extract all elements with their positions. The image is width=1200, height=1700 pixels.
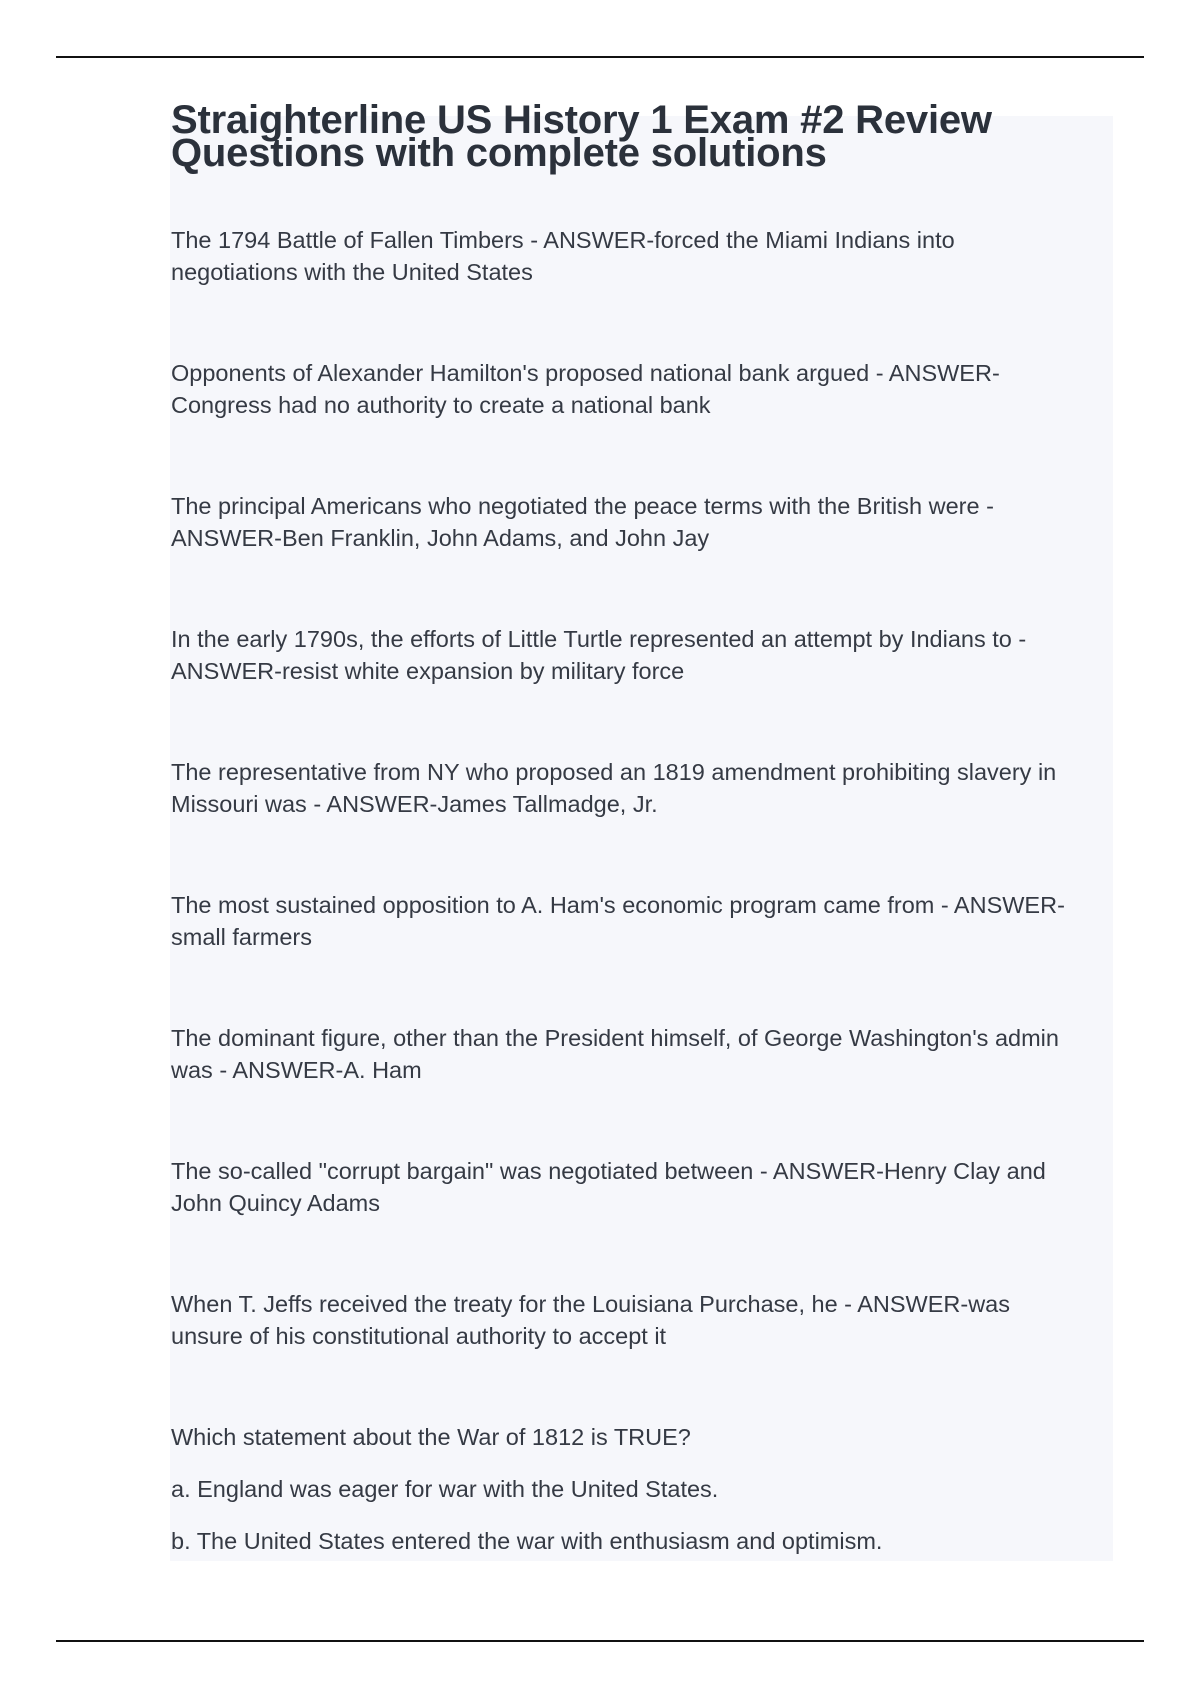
bottom-rule [56, 1640, 1144, 1642]
title-line-2: Questions with complete solutions [171, 131, 827, 175]
document-title [171, 98, 1131, 175]
qa-item-line: John Quincy Adams [171, 1190, 380, 1216]
qa-item-4 [171, 623, 1116, 756]
qa-item-2 [171, 357, 1116, 490]
question-text: Which statement about the War of 1812 is TRUE? [171, 1424, 691, 1450]
qa-item-line: The principal Americans who negotiated the peace terms with the British were - [171, 493, 994, 519]
qa-item-8 [171, 1155, 1116, 1288]
qa-item-line: The 1794 Battle of Fallen Timbers - ANSWER-forced the Miami Indians into [171, 227, 955, 253]
qa-item-line: The so-called "corrupt bargain" was negotiated between - ANSWER-Henry Clay and [171, 1158, 1046, 1184]
qa-item-line: unsure of his constitutional authority to accept it [171, 1323, 667, 1349]
qa-item-line: The most sustained opposition to A. Ham's economic program came from - ANSWER- [171, 892, 1065, 918]
qa-item-line: negotiations with the United States [171, 259, 533, 285]
qa-item-line: The dominant figure, other than the President himself, of George Washington's admin [171, 1025, 1059, 1051]
qa-item-7 [171, 1022, 1116, 1155]
answer-option-b: b. The United States entered the war with enthusiasm and optimism. [171, 1528, 883, 1554]
qa-list [171, 224, 1116, 1577]
qa-item-line: Congress had no authority to create a national bank [171, 392, 711, 418]
qa-item-line: ANSWER-Ben Franklin, John Adams, and John Jay [171, 525, 710, 551]
qa-item-line: ANSWER-resist white expansion by military force [171, 658, 685, 684]
qa-item-line: small farmers [171, 924, 313, 950]
qa-item-6 [171, 889, 1116, 1022]
qa-item-5 [171, 756, 1116, 889]
title-line-1: Straighterline US History 1 Exam #2 Review [171, 98, 992, 142]
qa-item-line: Missouri was - ANSWER-James Tallmadge, Jr. [171, 791, 658, 817]
qa-item-line: Opponents of Alexander Hamilton's proposed national bank argued - ANSWER- [171, 360, 1000, 386]
qa-item-3 [171, 490, 1116, 623]
last-question [171, 1421, 1116, 1557]
qa-item-line: When T. Jeffs received the treaty for the Louisiana Purchase, he - ANSWER-was [171, 1291, 1011, 1317]
qa-item-line: The representative from NY who proposed an 1819 amendment prohibiting slavery in [171, 759, 1057, 785]
qa-item-1 [171, 224, 1116, 357]
qa-item-line: was - ANSWER-A. Ham [171, 1057, 422, 1083]
answer-option-a: a. England was eager for war with the United States. [171, 1476, 719, 1502]
qa-item-line: In the early 1790s, the efforts of Little Turtle represented an attempt by Indians to - [171, 626, 1027, 652]
top-rule [56, 56, 1144, 58]
qa-item-9 [171, 1288, 1116, 1421]
